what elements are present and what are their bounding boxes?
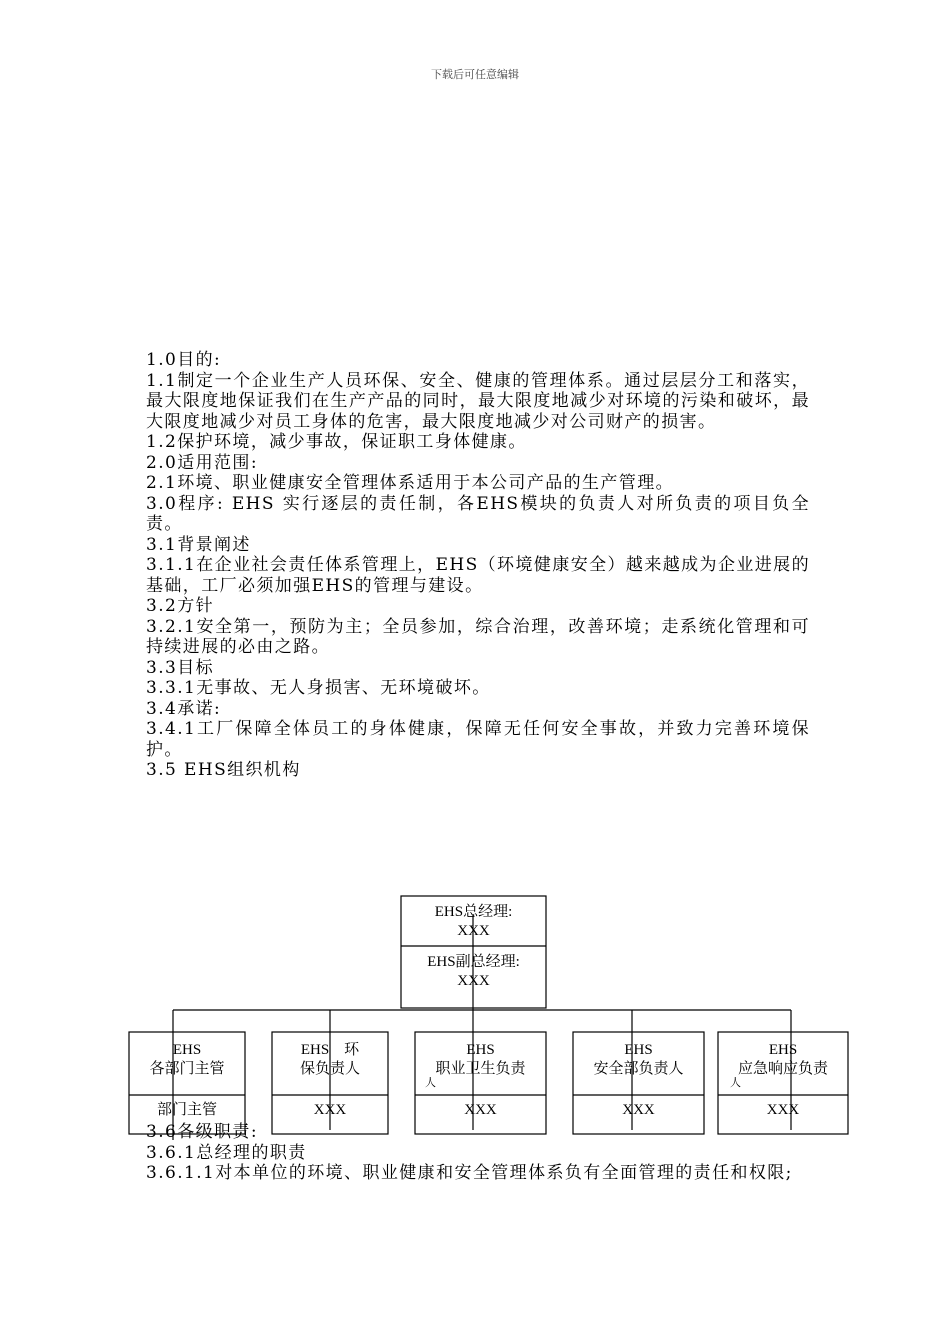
- paragraph-scope-1: 2.1环境、职业健康安全管理体系适用于本公司产品的生产管理。: [146, 473, 675, 493]
- heading-scope: 2.0适用范围:: [146, 452, 258, 473]
- paragraph-commitment-1: 3.4.1工厂保障全体员工的身体健康，保障无任何安全事故，并致力完善环境保护。: [146, 719, 810, 760]
- org-gm-name: XXX: [457, 923, 490, 939]
- org-unit-4-name: XXX: [622, 1102, 655, 1118]
- paragraph-purpose-2: 1.2保护环境，减少事故，保证职工身体健康。: [146, 432, 527, 452]
- org-unit-1-line1: EHS: [172, 1042, 202, 1058]
- paragraph-purpose-1: 1.1制定一个企业生产人员环保、安全、健康的管理体系。通过层层分工和落实，最大限度地保证我们在生产产品的同时，最大限度地减少对环境的污染和破坏，最大限度地减少对员工身体的危害，最大限度地减少对公司财产的损害。: [146, 370, 810, 432]
- heading-procedure: 3.0程序: EHS 实行逐层的责任制，各EHS模块的负责人对所负责的项目负全责。: [146, 493, 810, 534]
- org-unit-3-name: XXX: [464, 1102, 497, 1118]
- org-unit-4-line2: 安全部负责人: [593, 1061, 684, 1077]
- document-body-bottom: [146, 1122, 810, 1184]
- heading-background: 3.1背景阐述: [146, 534, 251, 555]
- org-unit-5-line1: EHS: [768, 1042, 798, 1058]
- org-unit-2-line1: EHS 环: [300, 1042, 360, 1058]
- paragraph-policy-1: 3.2.1安全第一，预防为主；全员参加，综合治理，改善环境；走系统化管理和可持续进展的必由之路。: [146, 616, 810, 657]
- heading-gm-duties: 3.6.1总经理的职责: [146, 1142, 307, 1163]
- org-unit-2-name: XXX: [313, 1102, 347, 1118]
- org-dgm-name: XXX: [457, 973, 490, 989]
- paragraph-background-1: 3.1.1在企业社会责任体系管理上，EHS（环境健康安全）越来越成为企业进展的基础，工厂必须加强EHS的管理与建设。: [146, 555, 810, 596]
- org-unit-5-line3: 人: [730, 1077, 741, 1089]
- page-header-note: 下载后可任意编辑: [431, 68, 519, 81]
- heading-responsibilities: 3.6各级职责:: [146, 1122, 258, 1142]
- org-unit-box-2: [272, 1032, 388, 1134]
- org-unit-4-line1: EHS: [624, 1042, 653, 1058]
- org-unit-3-line2: 职业卫生负责: [435, 1061, 526, 1077]
- org-gm-label: EHS总经理:: [434, 904, 513, 920]
- org-unit-5-line2: 应急响应负责: [737, 1061, 828, 1077]
- org-unit-1-name: 部门主管: [156, 1102, 217, 1118]
- org-top-box: [401, 896, 546, 1008]
- heading-commitment: 3.4承诺:: [146, 698, 222, 719]
- org-unit-box-1: [129, 1032, 245, 1134]
- paragraph-gm-duties-1: 3.6.1.1对本单位的环境、职业健康和安全管理体系负有全面管理的责任和权限;: [146, 1163, 793, 1183]
- org-unit-1-line2: 各部门主管: [149, 1061, 225, 1077]
- org-unit-box-5: [718, 1032, 848, 1134]
- document-body-top: [146, 350, 810, 781]
- org-unit-2-line2: 保负责人: [299, 1061, 360, 1077]
- org-unit-box-4: [573, 1032, 704, 1134]
- heading-goal: 3.3目标: [146, 657, 215, 678]
- heading-policy: 3.2方针: [146, 596, 215, 616]
- org-dgm-label: EHS副总经理:: [427, 954, 520, 970]
- org-unit-box-3: [415, 1032, 546, 1134]
- org-unit-3-line1: EHS: [466, 1042, 495, 1058]
- heading-purpose: 1.0目的:: [146, 350, 222, 370]
- org-unit-3-line3: 人: [425, 1077, 436, 1089]
- org-unit-5-name: XXX: [766, 1102, 800, 1118]
- heading-org-structure: 3.5 EHS组织机构: [146, 760, 301, 780]
- paragraph-goal-1: 3.3.1无事故、无人身损害、无环境破坏。: [146, 678, 491, 698]
